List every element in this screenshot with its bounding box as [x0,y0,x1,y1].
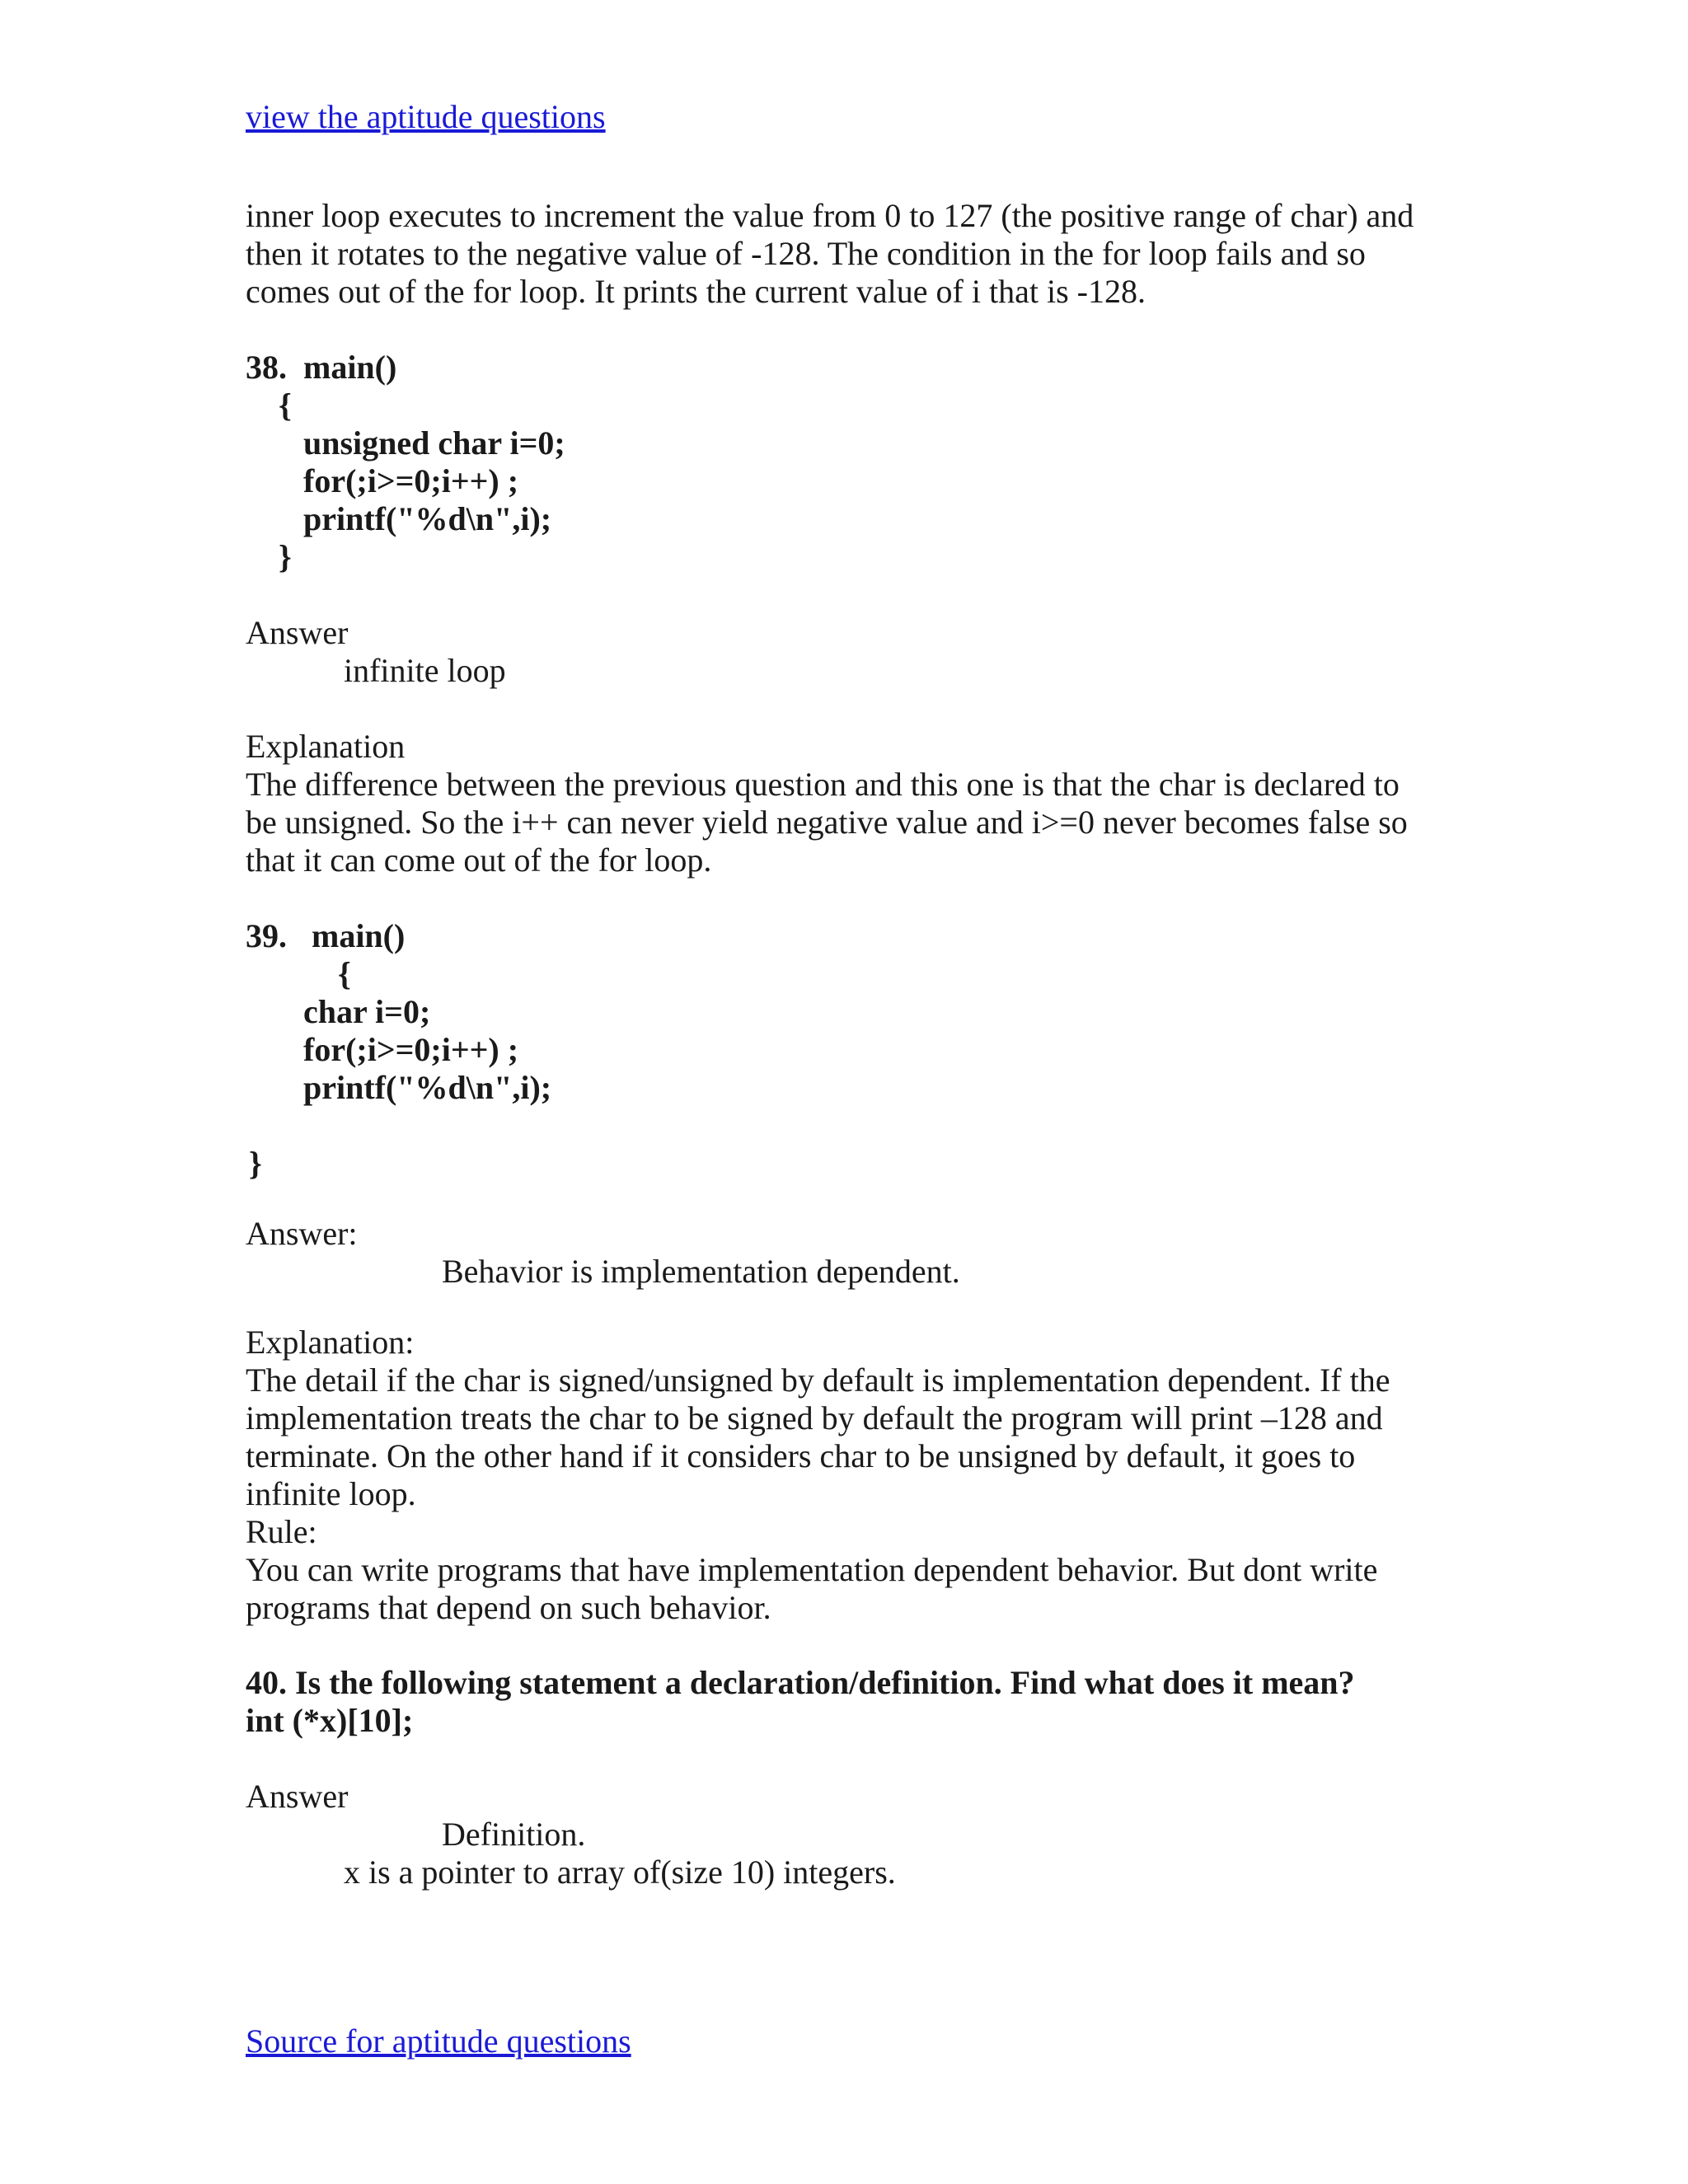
q39-explanation-line: terminate. On the other hand if it considers char to be unsigned by default, it goes to [246,1437,1356,1474]
q38-code-line: printf("%d\n",i); [303,500,552,537]
q40-title: 40. Is the following statement a declaration/definition. Find what does it mean? [246,1664,1355,1701]
q38-explanation-label: Explanation [246,728,406,765]
q40-answer-line: x is a pointer to array of(size 10) integers. [344,1854,896,1891]
intro-line: then it rotates to the negative value of -128. The condition in the for loop fails and so [246,235,1366,272]
q39-code-line: for(;i>=0;i++) ; [303,1031,519,1068]
q39-explanation-label: Explanation: [246,1324,415,1361]
q39-explanation-line: implementation treats the char to be signed by default the program will print –128 and [246,1399,1383,1436]
intro-line: comes out of the for loop. It prints the current value of i that is -128. [246,273,1146,310]
q39-answer-label: Answer: [246,1215,358,1252]
q39-code-line: { [338,955,351,992]
q38-explanation-line: that it can come out of the for loop. [246,841,712,879]
q39-explanation-line: infinite loop. [246,1475,416,1512]
source-aptitude-questions-link[interactable]: Source for aptitude questions [246,2022,631,2060]
q39-code-line: printf("%d\n",i); [303,1069,552,1106]
q38-explanation-line: be unsigned. So the i++ can never yield negative value and i>=0 never becomes false so [246,804,1408,841]
q38-code-line: for(;i>=0;i++) ; [303,462,519,499]
q38-answer: infinite loop [344,652,506,689]
q39-code-line: } [249,1145,262,1182]
q39-explanation-line: The detail if the char is signed/unsigned by default is implementation dependent. If the [246,1361,1390,1399]
q38-answer-label: Answer [246,614,349,651]
q39-title: 39. main() [246,917,406,954]
q39-code-line: char i=0; [303,993,431,1030]
q38-code-line: } [279,538,292,575]
q39-rule-label: Rule: [246,1513,317,1550]
q40-answer-line: Definition. [442,1816,586,1853]
q38-explanation-line: The difference between the previous question and this one is that the char is declared to [246,766,1400,803]
q40-code: int (*x)[10]; [246,1702,414,1739]
q40-answer-label: Answer [246,1778,349,1815]
q39-rule-line: programs that depend on such behavior. [246,1589,771,1626]
q38-code-line: unsigned char i=0; [303,424,565,462]
q38-title: 38. main() [246,349,397,386]
intro-line: inner loop executes to increment the value from 0 to 127 (the positive range of char) and [246,197,1414,234]
q39-answer: Behavior is implementation dependent. [442,1253,960,1290]
view-aptitude-questions-link[interactable]: view the aptitude questions [246,98,606,135]
q38-code-line: { [279,387,292,424]
q39-rule-line: You can write programs that have implementation dependent behavior. But dont write [246,1551,1378,1588]
